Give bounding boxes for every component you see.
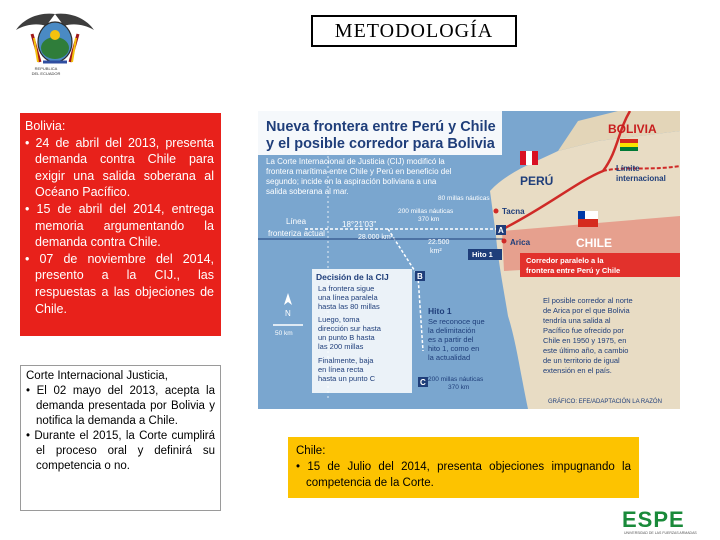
espe-logo (620, 508, 710, 536)
map-title-line2: y el posible corredor para Bolivia (266, 136, 495, 152)
decision-line: hasta un punto C (318, 374, 376, 383)
hito-note-line: hito 1, como en (428, 344, 480, 353)
point-b: B (417, 272, 423, 281)
label-arica: Arica (510, 238, 531, 247)
corridor-note-line: El posible corredor al norte (543, 296, 633, 305)
label-22500-2: km² (430, 248, 442, 255)
map-infographic (258, 111, 680, 409)
map-intro-line: La Corte Internacional de Justicia (CIJ) modificó la (266, 157, 445, 166)
court-box (20, 365, 221, 511)
chile-box (288, 437, 639, 498)
label-limite-2: internacional (616, 174, 666, 183)
label-28000: 28.000 km² (358, 234, 394, 241)
list-item: • 24 de abril del 2013, presenta demanda contra Chile para exigir una salida soberana al Océano Pacífico. (25, 135, 214, 201)
court-list (26, 384, 215, 474)
hito-note-line: la actualidad (428, 353, 471, 362)
list-item: • 15 de abril del 2014, entrega memoria argumentando la demanda contra Chile. (25, 201, 214, 251)
decision-line: dirección sur hasta (318, 324, 381, 333)
page-title: METODOLOGÍA (311, 15, 517, 47)
list-item: • Durante el 2015, la Corte cumplirá el proceso oral y definirá su competencia o no. (26, 429, 215, 474)
label-22500-1: 22.500 (428, 239, 450, 246)
corridor-note-line: extensión en el país. (543, 366, 612, 375)
logo-tagline: UNIVERSIDAD DE LAS FUERZAS ARMADAS (624, 531, 697, 535)
label-linea-2: fronteriza actual (268, 229, 325, 238)
list-item: • 15 de Julio del 2014, presenta objeciones impugnando la competencia de la Corte. (296, 459, 631, 491)
label-chile: CHILE (576, 236, 612, 250)
list-item: • El 02 mayo del 2013, acepta la demanda presentada por Bolivia y notifica la demanda a Chile. (26, 384, 215, 429)
decision-heading: Decisión de la CIJ (316, 272, 389, 282)
label-80-millas: 80 millas náuticas (438, 195, 490, 202)
label-hito-2: Hito 1 (428, 306, 452, 316)
point-a: A (498, 226, 504, 235)
chile-flag-icon (578, 211, 598, 227)
north-label: N (285, 309, 291, 318)
crest-caption-line2: DEL ECUADOR (31, 71, 61, 76)
label-linea-1: Línea (286, 217, 307, 226)
map-intro-line: frontera marítima entre Chile y Perú en beneficio del (266, 167, 452, 176)
label-200-top-2: 370 km (418, 216, 440, 223)
corridor-note-line: de un territorio de igual (543, 356, 620, 365)
map-intro-line: segundo; incide en la aspiración boliviana a una (266, 177, 437, 186)
crest-caption (16, 66, 76, 76)
logo-text: ESPE (622, 508, 685, 532)
label-200-top-1: 200 millas náuticas (398, 208, 454, 215)
court-heading: Corte Internacional Justicia, (26, 370, 168, 382)
scale-label: 50 km (275, 330, 293, 337)
peru-flag-icon (520, 151, 538, 165)
corridor-note-line: Pacífico fue ofrecido por (543, 326, 624, 335)
label-200-bottom-2: 370 km (448, 384, 470, 391)
chile-list (296, 459, 631, 491)
label-coord: 18°21'03" (342, 220, 377, 229)
label-bolivia: BOLIVIA (608, 122, 657, 136)
bolivia-list (25, 135, 214, 318)
label-corredor-1: Corredor paralelo a la (526, 256, 604, 265)
list-item: • 07 de noviembre del 2014, presento a la CIJ., las respuestas a las objeciones de Chile. (25, 251, 214, 317)
bolivia-heading: Bolivia: (25, 119, 66, 133)
map-intro-line: salida soberana al mar. (266, 187, 349, 196)
decision-line: una línea paralela (318, 293, 378, 302)
decision-line: en línea recta (318, 365, 364, 374)
corridor-note-line: de Arica por el que Bolivia (543, 306, 630, 315)
hito-note-line: Se reconoce que (428, 317, 485, 326)
label-corredor-2: frontera entre Perú y Chile (526, 266, 621, 275)
decision-line: un punto B hasta (318, 333, 375, 342)
decision-line: La frontera sigue (318, 284, 375, 293)
label-hito-1: Hito 1 (472, 250, 493, 259)
decision-line: Luego, toma (318, 315, 360, 324)
hito-note-line: es a partir del (428, 335, 474, 344)
bolivia-flag-icon (620, 139, 638, 151)
decision-line: Finalmente, baja (318, 356, 374, 365)
label-tacna: Tacna (502, 207, 525, 216)
point-c: C (420, 378, 426, 387)
bolivia-box (20, 113, 221, 336)
corridor-note-line: este último año, a cambio (543, 346, 629, 355)
map-credit: GRÁFICO: EFE/ADAPTACIÓN LA RAZÓN (548, 399, 662, 405)
label-limite-1: Límite (616, 164, 640, 173)
label-peru: PERÚ (520, 174, 554, 188)
corridor-note-line: Chile en 1950 y 1975, en (543, 336, 627, 345)
crest-caption-line1: REPUBLICA (34, 66, 58, 71)
hito-note-line: la delimitación (428, 326, 476, 335)
map-title-line1: Nueva frontera entre Perú y Chile (266, 119, 496, 135)
label-200-bottom-1: 200 millas náuticas (428, 376, 484, 383)
decision-line: las 200 millas (318, 342, 364, 351)
decision-line: hasta las 80 millas (318, 302, 380, 311)
chile-heading: Chile: (296, 445, 326, 457)
corridor-note-line: tendría una salida al (543, 316, 611, 325)
